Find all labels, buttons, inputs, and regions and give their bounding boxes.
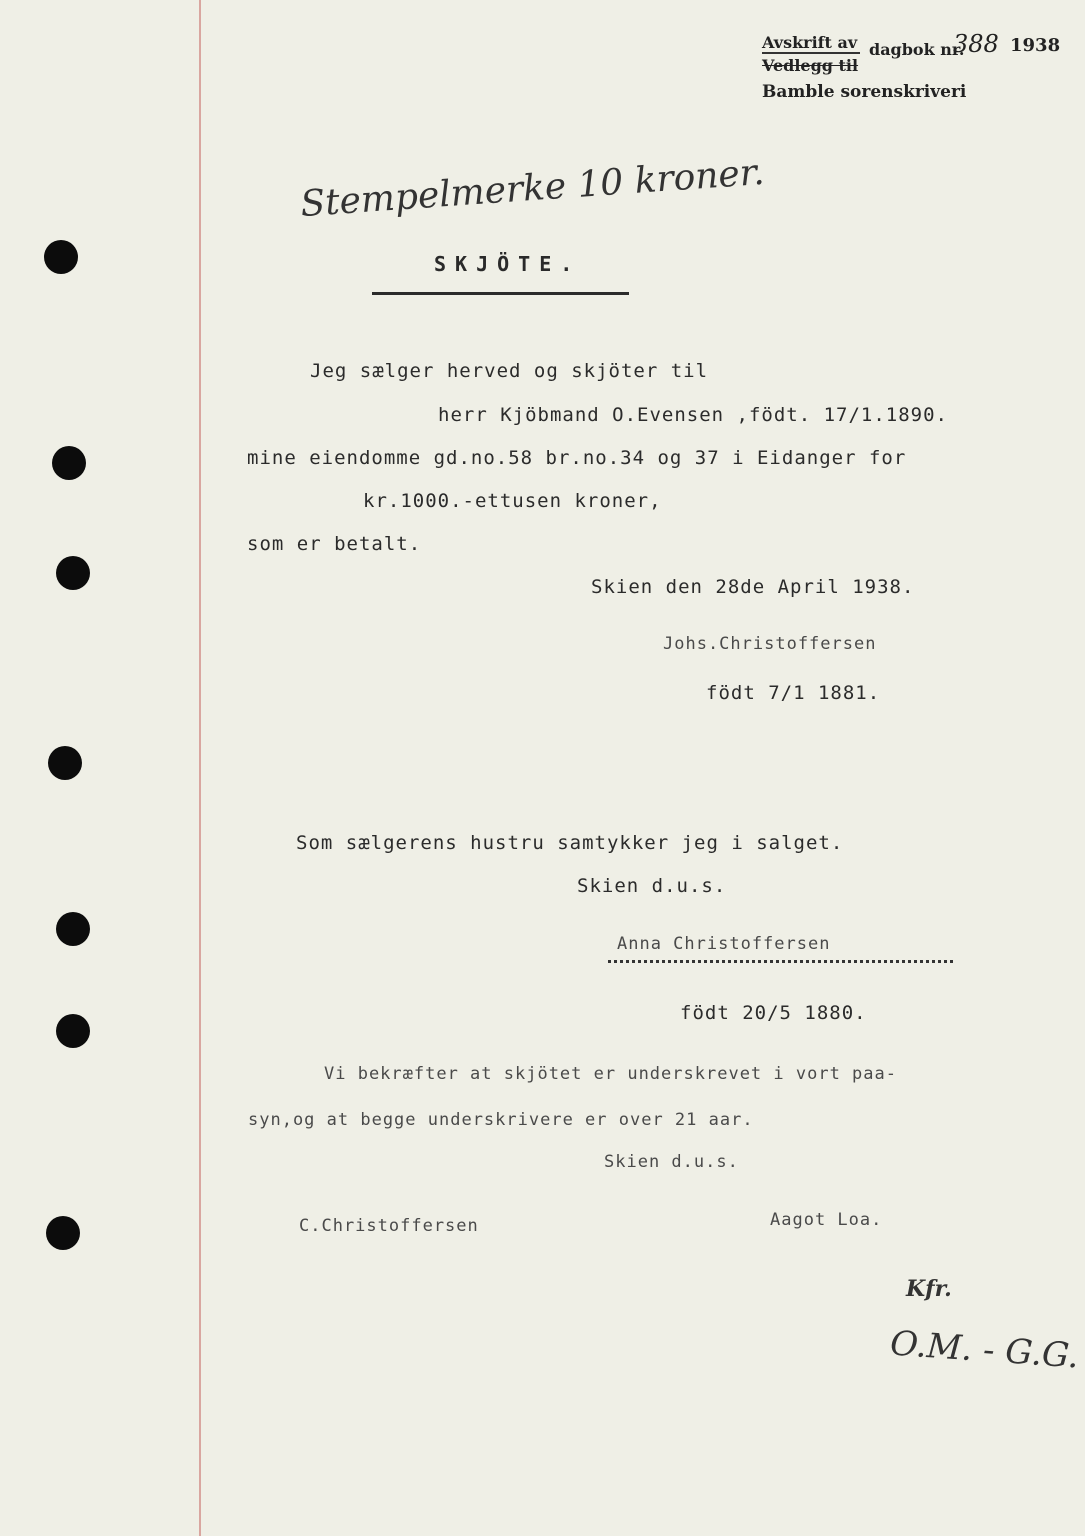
kfr-annotation: Kfr. bbox=[906, 1276, 952, 1302]
punch-hole bbox=[52, 446, 86, 480]
body-line-2: herr Kjöbmand O.Evensen ,födt. 17/1.1890. bbox=[438, 404, 948, 426]
initials-annotation: O.M. - G.G. bbox=[888, 1323, 1081, 1377]
witness-place: Skien d.u.s. bbox=[604, 1152, 739, 1172]
punch-hole bbox=[56, 556, 90, 590]
stamp-line-3: Bamble sorenskriveri bbox=[762, 82, 967, 102]
consent-place: Skien d.u.s. bbox=[577, 875, 727, 897]
stamp-dagbok: dagbok nr. bbox=[869, 40, 965, 59]
body-line-5: som er betalt. bbox=[247, 533, 422, 555]
document-title: SKJÖTE. bbox=[434, 252, 582, 276]
consent-line: Som sælgerens hustru samtykker jeg i salget. bbox=[296, 832, 844, 854]
stamp-line-1: Avskrift av bbox=[762, 33, 858, 52]
body-line-4: kr.1000.-ettusen kroner, bbox=[363, 490, 662, 512]
witness-line-2: syn,og at begge underskrivere er over 21 aar. bbox=[248, 1110, 754, 1130]
handwritten-stamp-note: Stempelmerke 10 kroner. bbox=[299, 151, 766, 226]
punch-hole bbox=[46, 1216, 80, 1250]
punch-hole bbox=[56, 912, 90, 946]
witness-a: C.Christoffersen bbox=[299, 1216, 479, 1236]
witness-line-1: Vi bekræfter at skjötet er underskrevet i vort paa- bbox=[324, 1064, 897, 1084]
place-date: Skien den 28de April 1938. bbox=[591, 576, 915, 598]
body-line-1: Jeg sælger herved og skjöter til bbox=[310, 360, 709, 382]
stamp-number: 388 bbox=[953, 30, 999, 58]
margin-line bbox=[199, 0, 201, 1536]
punch-hole bbox=[48, 746, 82, 780]
witness-b: Aagot Loa. bbox=[770, 1210, 883, 1230]
stamp-line-2: Vedlegg til bbox=[762, 56, 859, 75]
signature-dots bbox=[608, 960, 953, 963]
stamp-year: 1938 bbox=[1010, 35, 1061, 56]
signer-1: Johs.Christoffersen bbox=[663, 634, 877, 654]
stamp-underline bbox=[762, 52, 860, 54]
signer-2: Anna Christoffersen bbox=[617, 934, 831, 954]
punch-hole bbox=[56, 1014, 90, 1048]
signer-2-born: födt 20/5 1880. bbox=[680, 1002, 867, 1024]
title-underline bbox=[372, 292, 629, 295]
body-line-3: mine eiendomme gd.no.58 br.no.34 og 37 i Eidanger for bbox=[247, 447, 907, 469]
signer-1-born: födt 7/1 1881. bbox=[706, 682, 881, 704]
punch-hole bbox=[44, 240, 78, 274]
